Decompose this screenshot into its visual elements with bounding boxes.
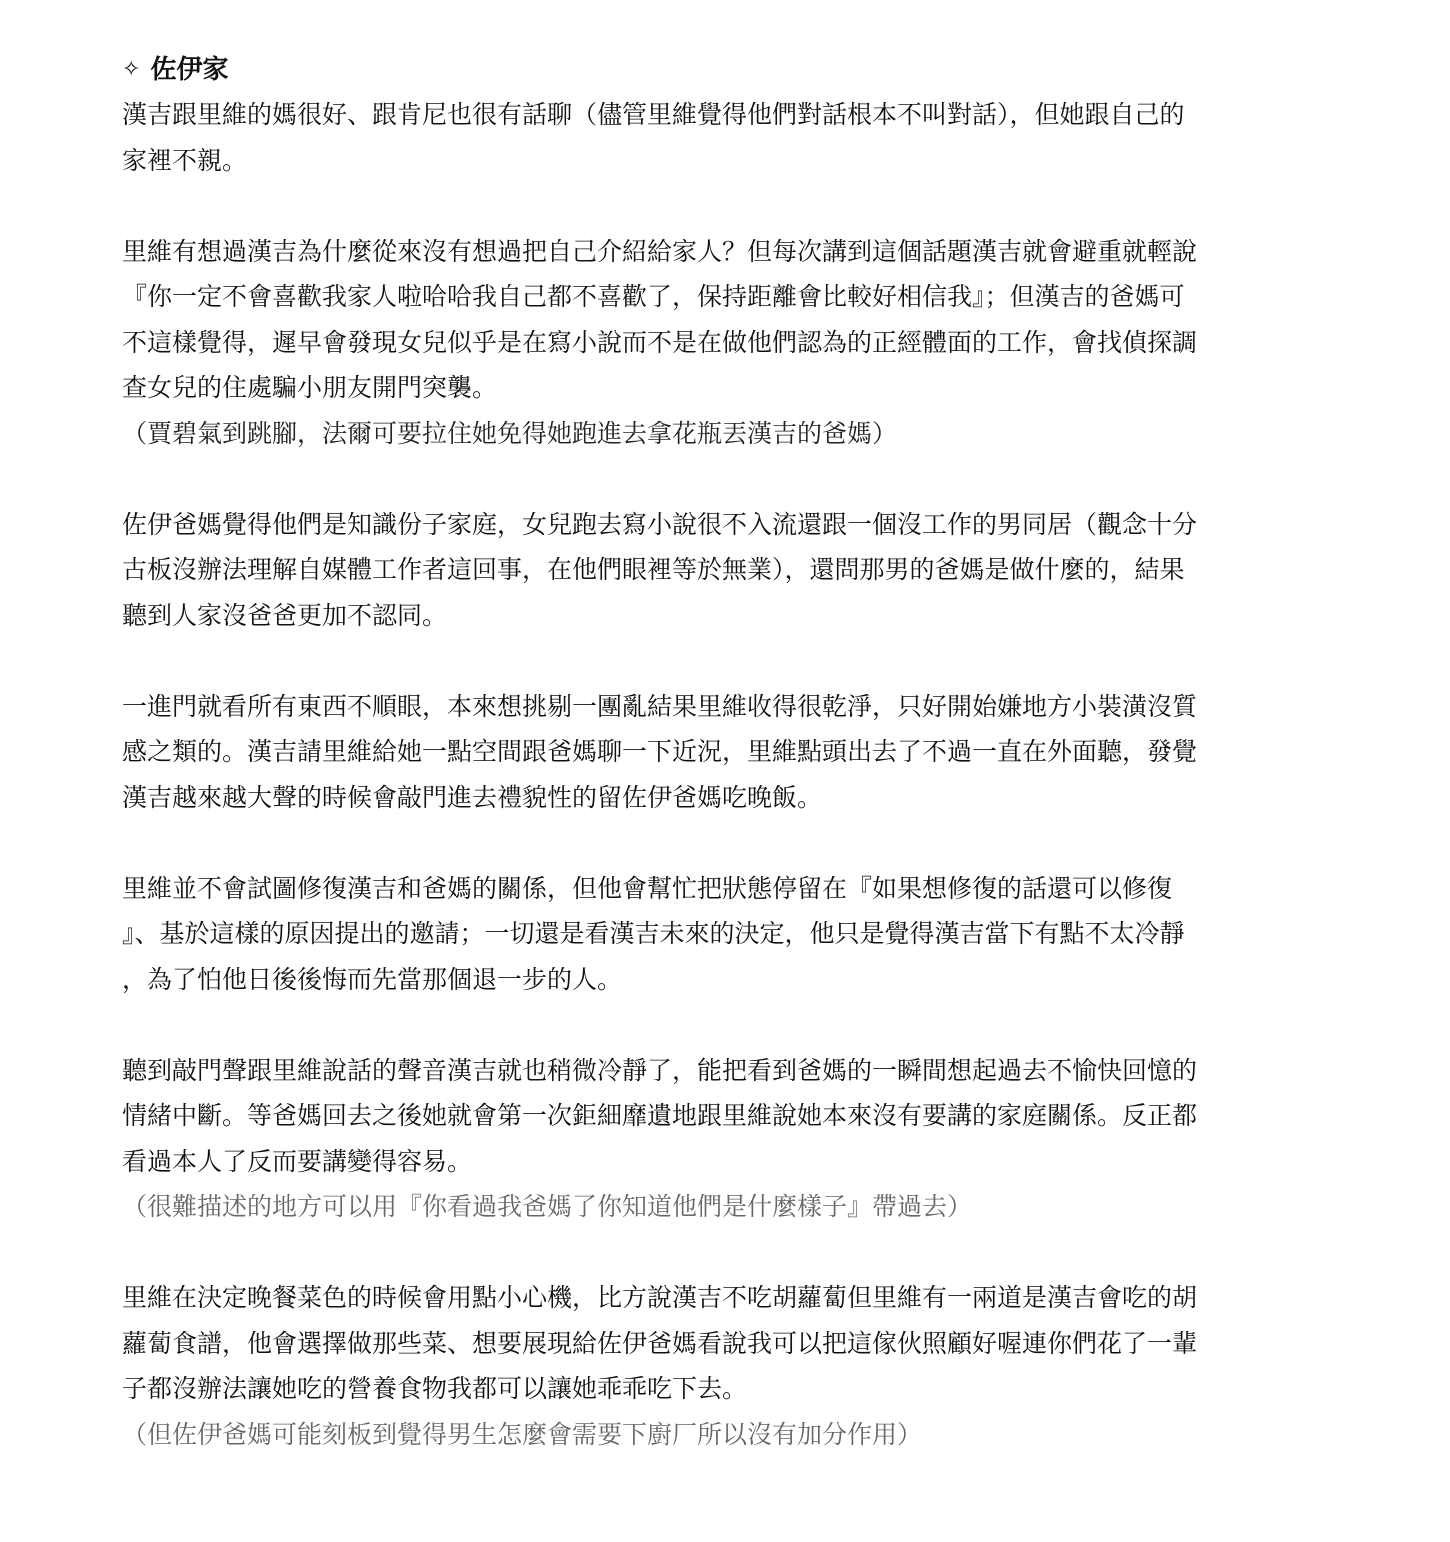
aside-note: （賈碧氣到跳腳，法爾可要拉住她免得她跑進去拿花瓶丟漢吉的爸媽） bbox=[122, 418, 898, 448]
section-title: 佐伊家 bbox=[150, 55, 229, 85]
aside-note: （很難描述的地方可以用『你看過我爸媽了你知道他們是什麼樣子』帶過去） bbox=[122, 1192, 973, 1221]
paragraph-line: 家裡不親。 bbox=[122, 145, 248, 175]
paragraph-line: 一進門就看所有東西不順眼，本來想挑剔一團亂結果里維收得很乾淨，只好開始嫌地方小裝潢沒質 bbox=[122, 691, 1198, 721]
paragraph-line: 情緒中斷。等爸媽回去之後她就會第一次鉅細靡遺地跟里維說她本來沒有要講的家庭關係。反正都 bbox=[122, 1101, 1198, 1130]
paragraph bbox=[122, 1275, 1328, 1457]
paragraph-line: 『你一定不會喜歡我家人啦哈哈我自己都不喜歡了，保持距離會比較好相信我』；但漢吉的爸媽可 bbox=[122, 282, 1185, 311]
paragraph-line: 漢吉越來越大聲的時候會敲門進去禮貌性的留佐伊爸媽吃晚飯。 bbox=[122, 782, 823, 812]
sparkle-icon: ✧ bbox=[122, 57, 141, 82]
paragraph-line: 里維有想過漢吉為什麼從來沒有想過把自己介紹給家人？但每次講到這個話題漢吉就會避重就輕說 bbox=[122, 236, 1198, 266]
paragraph bbox=[122, 229, 1328, 457]
paragraph-line: 不這樣覺得，遲早會發現女兒似乎是在寫小說而不是在做他們認為的正經體面的工作，會找偵探調 bbox=[122, 327, 1198, 357]
paragraph-line: 漢吉跟里維的媽很好、跟肯尼也很有話聊（儘管里維覺得他們對話根本不叫對話），但她跟自己的 bbox=[122, 100, 1185, 129]
paragraph-line: 佐伊爸媽覺得他們是知識份子家庭，女兒跑去寫小說很不入流還跟一個沒工作的男同居（觀念十分 bbox=[122, 509, 1198, 539]
paragraph bbox=[122, 502, 1328, 639]
aside-note: （但佐伊爸媽可能刻板到覺得男生怎麼會需要下廚厂所以沒有加分作用） bbox=[122, 1419, 923, 1449]
paragraph bbox=[122, 92, 1328, 183]
paragraph-line: 里維並不會試圖修復漢吉和爸媽的關係，但他會幫忙把狀態停留在『如果想修復的話還可以修復 bbox=[122, 873, 1173, 903]
paragraph-line: 聽到敲門聲跟里維說話的聲音漢吉就也稍微冷靜了，能把看到爸媽的一瞬間想起過去不愉快回憶的 bbox=[122, 1055, 1198, 1085]
paragraph bbox=[122, 866, 1328, 1003]
paragraph-line: 』、基於這樣的原因提出的邀請；一切還是看漢吉未來的決定，他只是覺得漢吉當下有點不太冷靜 bbox=[122, 919, 1185, 948]
paragraph-line: 里維在決定晚餐菜色的時候會用點小心機，比方說漢吉不吃胡蘿蔔但里維有一兩道是漢吉會吃的胡 bbox=[122, 1283, 1198, 1312]
paragraph-line: 古板沒辦法理解自媒體工作者這回事，在他們眼裡等於無業），還問那男的爸媽是做什麼的，結果 bbox=[122, 555, 1185, 584]
paragraph-line: 感之類的。漢吉請里維給她一點空間跟爸媽聊一下近況，里維點頭出去了不過一直在外面聽，發覺 bbox=[122, 737, 1198, 766]
paragraph-line: 查女兒的住處騙小朋友開門突襲。 bbox=[122, 373, 498, 402]
paragraph-line: ，為了怕他日後後悔而先當那個退一步的人。 bbox=[122, 964, 623, 994]
section-heading bbox=[122, 48, 1328, 92]
paragraph bbox=[122, 1048, 1328, 1230]
paragraph bbox=[122, 684, 1328, 821]
paragraph-line: 聽到人家沒爸爸更加不認同。 bbox=[122, 600, 448, 630]
paragraph-line: 子都沒辦法讓她吃的營養食物我都可以讓她乖乖吃下去。 bbox=[122, 1374, 748, 1403]
paragraph-line: 看過本人了反而要講變得容易。 bbox=[122, 1146, 473, 1176]
paragraph-list bbox=[122, 92, 1328, 1457]
paragraph-line: 蘿蔔食譜，他會選擇做那些菜、想要展現給佐伊爸媽看說我可以把這傢伙照顧好喔連你們花了一輩 bbox=[122, 1328, 1198, 1358]
